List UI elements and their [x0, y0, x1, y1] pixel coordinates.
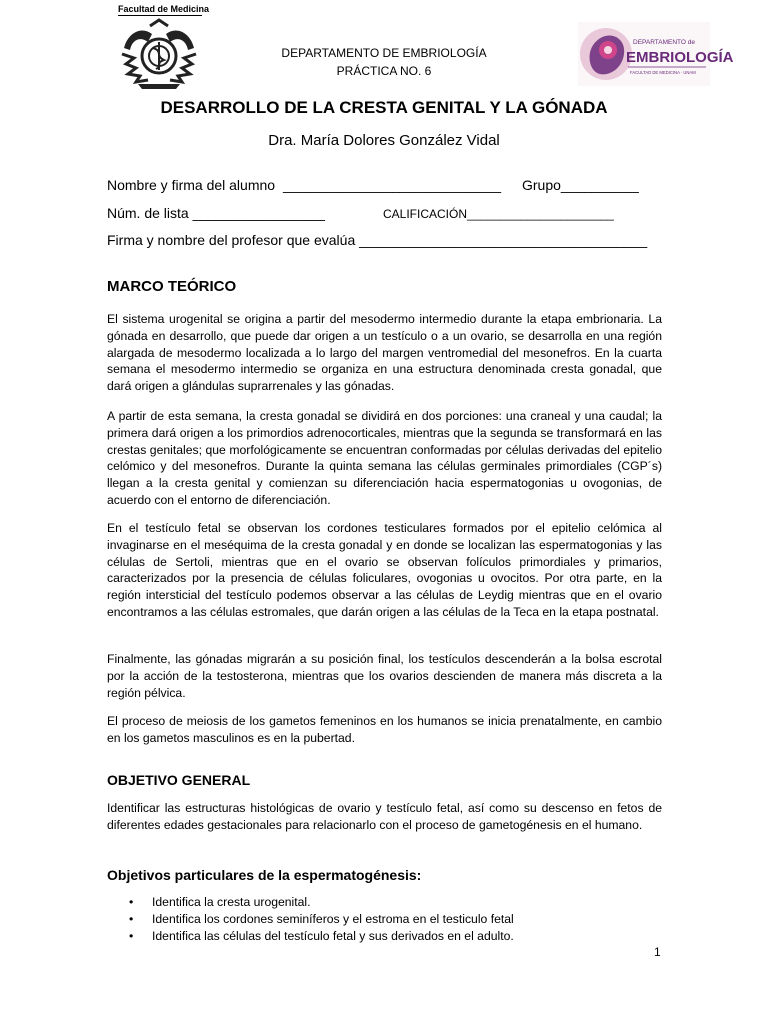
list-item: • Identifica los cordones seminíferos y el estroma en el testiculo fetal [129, 911, 514, 926]
teacher-signature-field[interactable]: Firma y nombre del profesor que evalúa _____________________________________ [107, 232, 648, 248]
marco-teorico-heading: MARCO TEÓRICO [107, 278, 237, 295]
group-field[interactable]: Grupo__________ [522, 177, 639, 193]
embryology-dept-logo [578, 22, 734, 86]
bullet-icon: • [129, 911, 134, 926]
dept-logo-main-text: EMBRIOLOGÍA [626, 49, 734, 66]
objetivos-particulares-list [107, 894, 667, 944]
marco-paragraph-4: Finalmente, las gónadas migrarán a su posición final, los testículos descenderán a la bolsa escrotal por la acción de la testosterona, mientras que los ovarios descienden de manera más discreta a la región pélvica. [107, 652, 662, 700]
grade-field[interactable]: CALIFICACIÓN______________________ [383, 207, 614, 221]
dept-logo-top-text: DEPARTAMENTO de [633, 39, 696, 46]
author-name: Dra. María Dolores González Vidal [268, 132, 500, 149]
marco-paragraph-5: El proceso de meiosis de los gametos femeninos en los humanos se inicia prenatalmente, en cambio en los gametos masculinos es en la pubertad. [107, 714, 662, 745]
list-item: • Identifica las células del testículo fetal y sus derivados en el adulto. [129, 928, 514, 943]
list-number-field[interactable]: Núm. de lista _________________ [107, 205, 325, 221]
objetivos-particulares-heading: Objetivos particulares de la espermatogénesis: [107, 867, 422, 883]
department-name: DEPARTAMENTO DE EMBRIOLOGÍA [281, 46, 487, 60]
bullet-icon: • [129, 928, 134, 943]
student-name-line[interactable]: ____________________________ [283, 177, 502, 193]
objetivo-general-text: Identificar las estructuras histológicas de ovario y testículo fetal, así como su descenso en fetos de diferentes edades gestacionales para relacionarlo con el proceso de gametogénesis en el humano. [107, 801, 662, 832]
faculty-logo-label: Facultad de Medicina [118, 4, 210, 14]
practice-number: PRÁCTICA NO. 6 [336, 64, 432, 78]
objetivo-general-heading: OBJETIVO GENERAL [107, 772, 251, 788]
list-item: • Identifica la cresta urogenital. [129, 895, 311, 909]
dept-logo-sub-text: FACULTAD DE MEDICINA · UNAM [630, 70, 696, 75]
bullet-icon: • [129, 895, 134, 909]
marco-paragraph-2: A partir de esta semana, la cresta gonadal se dividirá en dos porciones: una craneal y una caudal; la primera dará origen a los primordios adrenocorticales, mientras que la segunda se transformará en las crestas genitales; que morfológicamente se encuentran conformadas por células derivadas del epitelio celómico y del mesonefros. Durante la quinta semana las células germinales primordiales (CGP´s) llegan a la cresta genital y comienzan su diferenciación hacia espermatogonias u ovogonias, de acuerdo con el entorno de diferenciación. [107, 409, 662, 507]
marco-paragraph-1: El sistema urogenital se origina a partir del mesodermo intermedio durante la etapa embrionaria. La gónada en desarrollo, que puede dar origen a un testículo o a un ovario, se desarrolla en una región alargada de mesodermo localizada a lo largo del margen ventromedial del mesonefros. En la cuarta semana el mesodermo intermedio se organiza en una estructura denominada cresta gonadal, que dará origen a glándulas suprarrenales y las gónadas. [107, 312, 662, 394]
marco-paragraph-3: En el testículo fetal se observan los cordones testiculares formados por el epitelio celómica al invaginarse en el meséquima de la cresta gonadal y en donde se localizan las espermatogonias y las células de Sertoli, mientras que en el ovario se observan folículos primordiales y primarios, caracterizados por la presencia de células foliculares, ovogonias u ovocitos. Por otra parte, en la región intersticial del testículo podemos observar a las células de Leydig mientras que en el ovario encontramos a las células estromales, que darán origen a las células de la Teca en la etapa postnatal. [107, 521, 662, 619]
document-title: DESARROLLO DE LA CRESTA GENITAL Y LA GÓNADA [160, 98, 608, 117]
student-name-label: Nombre y firma del alumno [107, 177, 276, 193]
page-number: 1 [654, 945, 661, 959]
